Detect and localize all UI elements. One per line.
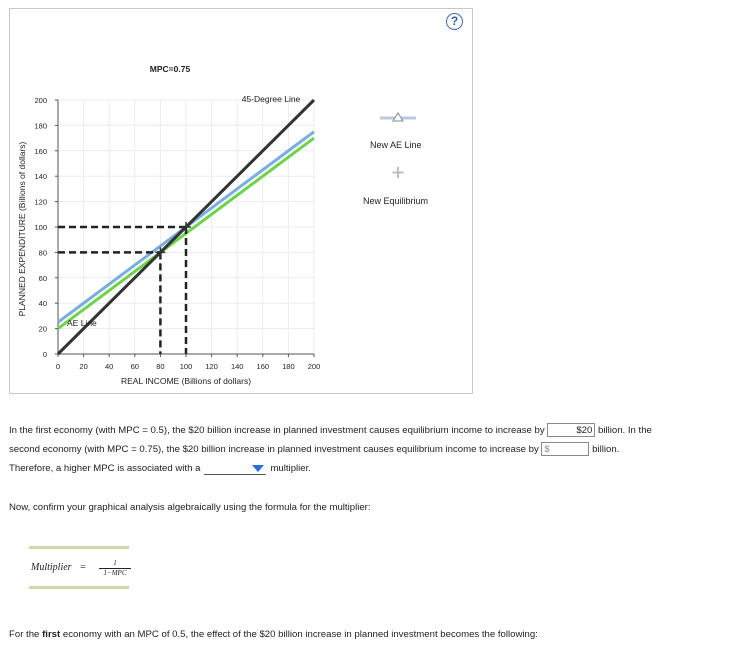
question-line-2-end: billion. <box>592 444 620 455</box>
y-tick-label: 0 <box>42 350 47 359</box>
multiplier-size-dropdown[interactable] <box>204 462 266 475</box>
y-tick-label: 120 <box>34 197 47 207</box>
multiplier-formula <box>31 559 127 577</box>
question-line-2 <box>9 440 619 459</box>
formula-label: Multiplier <box>31 562 72 573</box>
x-tick-label: 20 <box>79 362 88 371</box>
question-line-2-text: second economy (with MPC = 0.75), the $20 billion increase in planned investment causes equilibrium income to increase by <box>9 444 539 455</box>
final-instruction <box>9 625 538 644</box>
x-tick-label: 180 <box>282 362 295 371</box>
x-axis-label: REAL INCOME (Billions of dollars) <box>120 376 252 386</box>
question-line-1-end: billion. In the <box>598 425 652 436</box>
answer-1-box: $20 <box>547 423 595 437</box>
y-tick-label: 140 <box>34 172 47 182</box>
formula-top-rule <box>29 546 129 549</box>
y-tick-label: 60 <box>38 273 47 283</box>
x-tick-label: 120 <box>205 362 218 371</box>
x-tick-label: 0 <box>55 362 61 371</box>
annotation-ae-line: AE Line <box>67 318 97 328</box>
chevron-down-icon <box>252 465 264 472</box>
confirm-instruction: Now, confirm your graphical analysis algebraically using the formula for the multiplier: <box>9 502 371 513</box>
final-text-bold: first <box>42 629 61 640</box>
y-tick-label: 80 <box>38 248 47 258</box>
formula-equals: = <box>80 562 86 573</box>
question-line-3-end: multiplier. <box>270 463 311 474</box>
x-tick-label: 140 <box>230 362 244 371</box>
legend-new-ae-line-label: New AE Line <box>370 140 422 150</box>
y-tick-label: 40 <box>38 299 47 309</box>
formula-bottom-rule <box>29 586 129 589</box>
question-line-3-text: Therefore, a higher MPC is associated with a <box>9 463 201 474</box>
y-tick-label: 180 <box>34 121 47 131</box>
x-tick-label: 100 <box>179 362 193 371</box>
x-tick-label: 200 <box>307 362 321 371</box>
y-tick-label: 100 <box>34 223 47 232</box>
answer-2-input[interactable]: $ <box>541 442 589 456</box>
final-text-b: economy with an MPC of 0.5, the effect of the $20 billion increase in planned investment becomes the following: <box>62 629 538 640</box>
final-text-a: For the <box>9 629 40 640</box>
chart-title: MPC=0.75 <box>149 64 191 74</box>
annotation-45-degree-line: 45-Degree Line <box>241 94 301 104</box>
x-tick-label: 160 <box>256 362 270 371</box>
formula-numerator: 1 <box>99 559 131 569</box>
x-tick-label: 60 <box>130 362 139 371</box>
formula-denominator: 1−MPC <box>103 569 127 577</box>
x-tick-label: 40 <box>105 362 114 371</box>
question-line-1-text: In the first economy (with MPC = 0.5), the $20 billion increase in planned investment causes equilibrium income to increase by <box>9 425 545 436</box>
formula-fraction <box>99 559 131 578</box>
x-tick-label: 80 <box>156 362 165 371</box>
question-line-3 <box>9 459 311 478</box>
legend-new-equilibrium-label: New Equilibrium <box>363 196 429 206</box>
y-tick-label: 160 <box>34 146 47 156</box>
question-line-1 <box>9 421 652 440</box>
y-tick-label: 200 <box>34 96 47 105</box>
y-tick-label: 20 <box>38 324 47 334</box>
help-button[interactable]: ? <box>446 13 463 30</box>
y-axis-label: PLANNED EXPENDITURE (Billions of dollars) <box>17 141 27 317</box>
